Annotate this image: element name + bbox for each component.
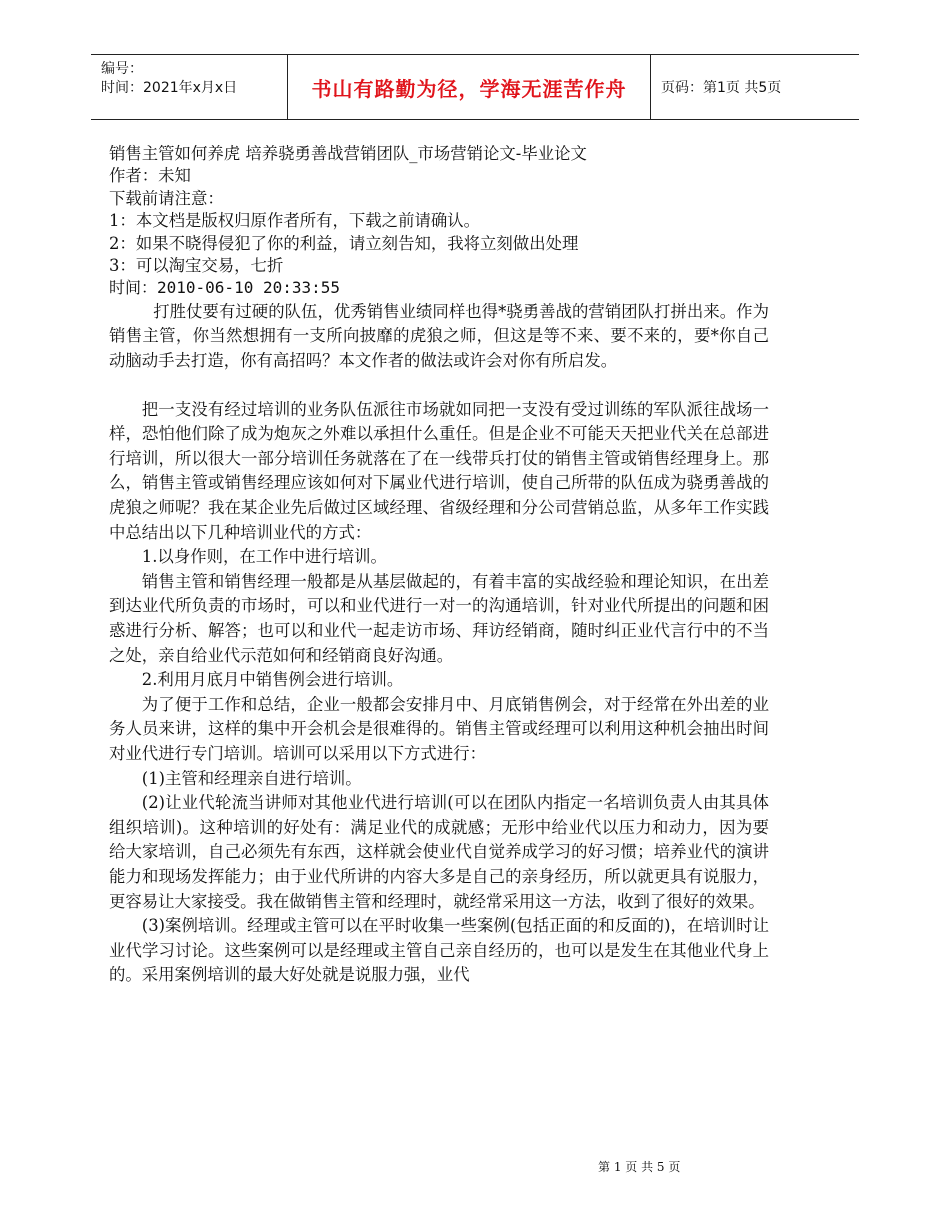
section-heading-2: 2.利用月底月中销售例会进行培训。 (141, 670, 404, 690)
header-left-cell (91, 55, 287, 119)
paragraph-intro: 打胜仗要有过硬的队伍，优秀销售业绩同样也得*骁勇善战的营销团队打拼出来。作为销售主管，你当然想拥有一支所向披靡的虎狼之师，但这是等不来、要不来的，要*你自己动脑动手去打造，你有高招吗？本文作者的做法或许会对你有所启发。 (109, 301, 769, 371)
header-table (91, 54, 859, 120)
document-content (109, 143, 769, 988)
paragraph-gap (109, 374, 769, 398)
paragraph-5: (2)让业代轮流当讲师对其他业代进行培训(可以在团队内指定一名培训负责人由其具体组织培训)。这种培训的好处有：满足业代的成就感；无形中给业代以压力和动力，因为要给大家培训，自己必须先有东西，这样就会使业代自觉养成学习的好习惯；培养业代的演讲能力和现场发挥能力；由于业代所讲的内容大多是自己的亲身经历，所以就更具有说服力，更容易让大家接受。我在做销售主管和经理时，就经常采用这一方法，收到了很好的效果。 (109, 793, 769, 911)
article-title: 销售主管如何养虎 培养骁勇善战营销团队_市场营销论文-毕业论文 (109, 144, 587, 163)
header-motto: 书山有路勤为径，学海无涯苦作舟 (287, 55, 651, 119)
article-author: 作者：未知 (109, 166, 191, 186)
notice-title: 下载前请注意： (109, 188, 224, 208)
paragraph-3: 销售主管和销售经理一般都是从基层做起的，有着丰富的实战经验和理论知识，在出差到达业代所负责的市场时，可以和业代进行一对一的沟通培训，针对业代所提出的问题和困惑进行分析、解答；也可以和业代一起走访市场、拜访经销商，随时纠正业代言行中的不当之处，亲自给业代示范如何和经销商良好沟通。 (109, 571, 769, 665)
section-heading-3: (1)主管和经理亲自进行培训。 (141, 768, 362, 788)
notice-item-2: 2：如果不晓得侵犯了你的利益，请立刻告知，我将立刻做出处理 (109, 233, 579, 253)
paragraph-4: 为了便于工作和总结，企业一般都会安排月中、月底销售例会，对于经常在外出差的业务人员来讲，这样的集中开会机会是很难得的。销售主管或经理可以利用这种机会抽出时间对业代进行专门培训。培训可以采用以下方式进行： (109, 694, 769, 763)
document-id-label: 编号： (101, 61, 143, 77)
article-time: 时间：2010-06-10 20:33:55 (109, 278, 341, 298)
section-heading-1: 1.以身作则，在工作中进行培训。 (141, 547, 387, 567)
notice-item-3: 3：可以淘宝交易，七折 (109, 256, 284, 276)
notice-item-1: 1：本文档是版权归原作者所有，下载之前请确认。 (109, 211, 481, 231)
document-time-label: 时间：2021年x月x日 (101, 80, 238, 96)
page-footer: 第 1 页 共 5 页 (598, 1160, 681, 1174)
paragraph-2: 把一支没有经过培训的业务队伍派往市场就如同把一支没有受过训练的军队派往战场一样，恐怕他们除了成为炮灰之外难以承担什么重任。但是企业不可能天天把业代关在总部进行培训，所以很大一部分培训任务就落在了在一线带兵打仗的销售主管或销售经理身上。那么，销售主管或销售经理应该如何对下属业代进行培训，使自己所带的队伍成为骁勇善战的虎狼之师呢？我在某企业先后做过区域经理、省级经理和分公司营销总监，从多年工作实践中总结出以下几种培训业代的方式： (109, 399, 769, 542)
header-page-number: 页码：第1页 共5页 (661, 80, 782, 96)
paragraph-6: (3)案例培训。经理或主管可以在平时收集一些案例(包括正面的和反面的)，在培训时让业代学习讨论。这些案例可以是经理或主管自己亲自经历的，也可以是发生在其他业代身上的。采用案例培训的最大好处就是说服力强，业代 (109, 916, 769, 985)
